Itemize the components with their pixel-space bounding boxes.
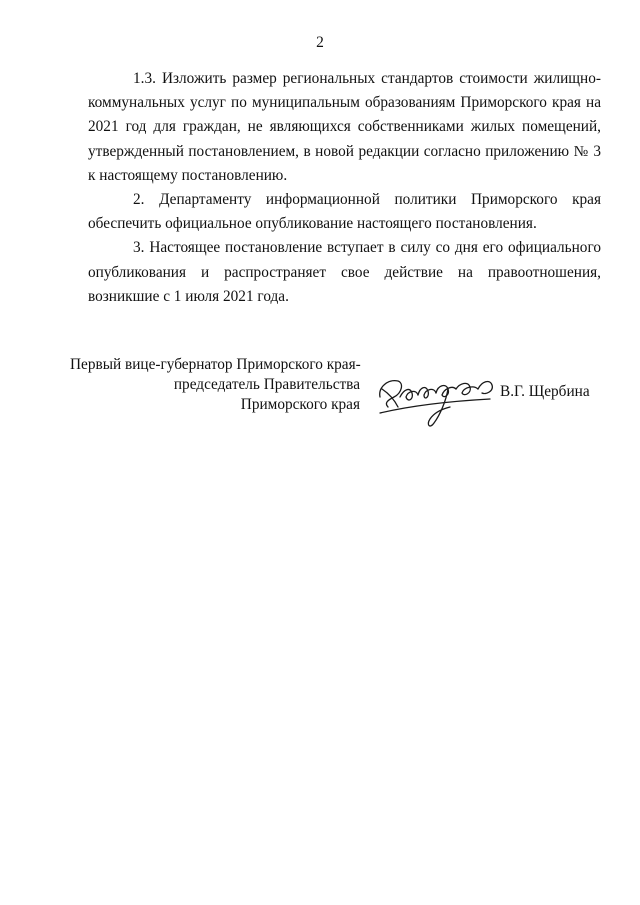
signatory-title-line-2: председатель Правительства [173, 375, 360, 393]
paragraph-1-3: 1.3. Изложить размер региональных стандартов стоимости жилищно-коммунальных услуг по муниципальным образованиям Приморского края на 2021 год для граждан, не являющихся собственниками жилых помещений, утвержденный постановлением, в новой редакции согласно приложению № 3 к настоящему постановлению. [88, 70, 601, 184]
paragraph-3: 3. Настоящее постановление вступает в силу со дня его официального опубликования и распространяет свое действие на правоотношения, возникшие с 1 июля 2021 года. [88, 239, 601, 305]
page-number: 2 [316, 34, 324, 51]
signatory-title-line-3: Приморского края [240, 395, 360, 413]
paragraph-2: 2. Департаменту информационной политики Приморского края обеспечить официальное опубликование настоящего постановления. [88, 191, 601, 233]
handwritten-signature-icon [374, 367, 499, 432]
document-body [88, 67, 601, 309]
signatory-name: В.Г. Щербина [500, 383, 590, 400]
signatory-title-line-1: Первый вице-губернатор Приморского края- [70, 356, 361, 373]
signatory-position [70, 355, 360, 414]
